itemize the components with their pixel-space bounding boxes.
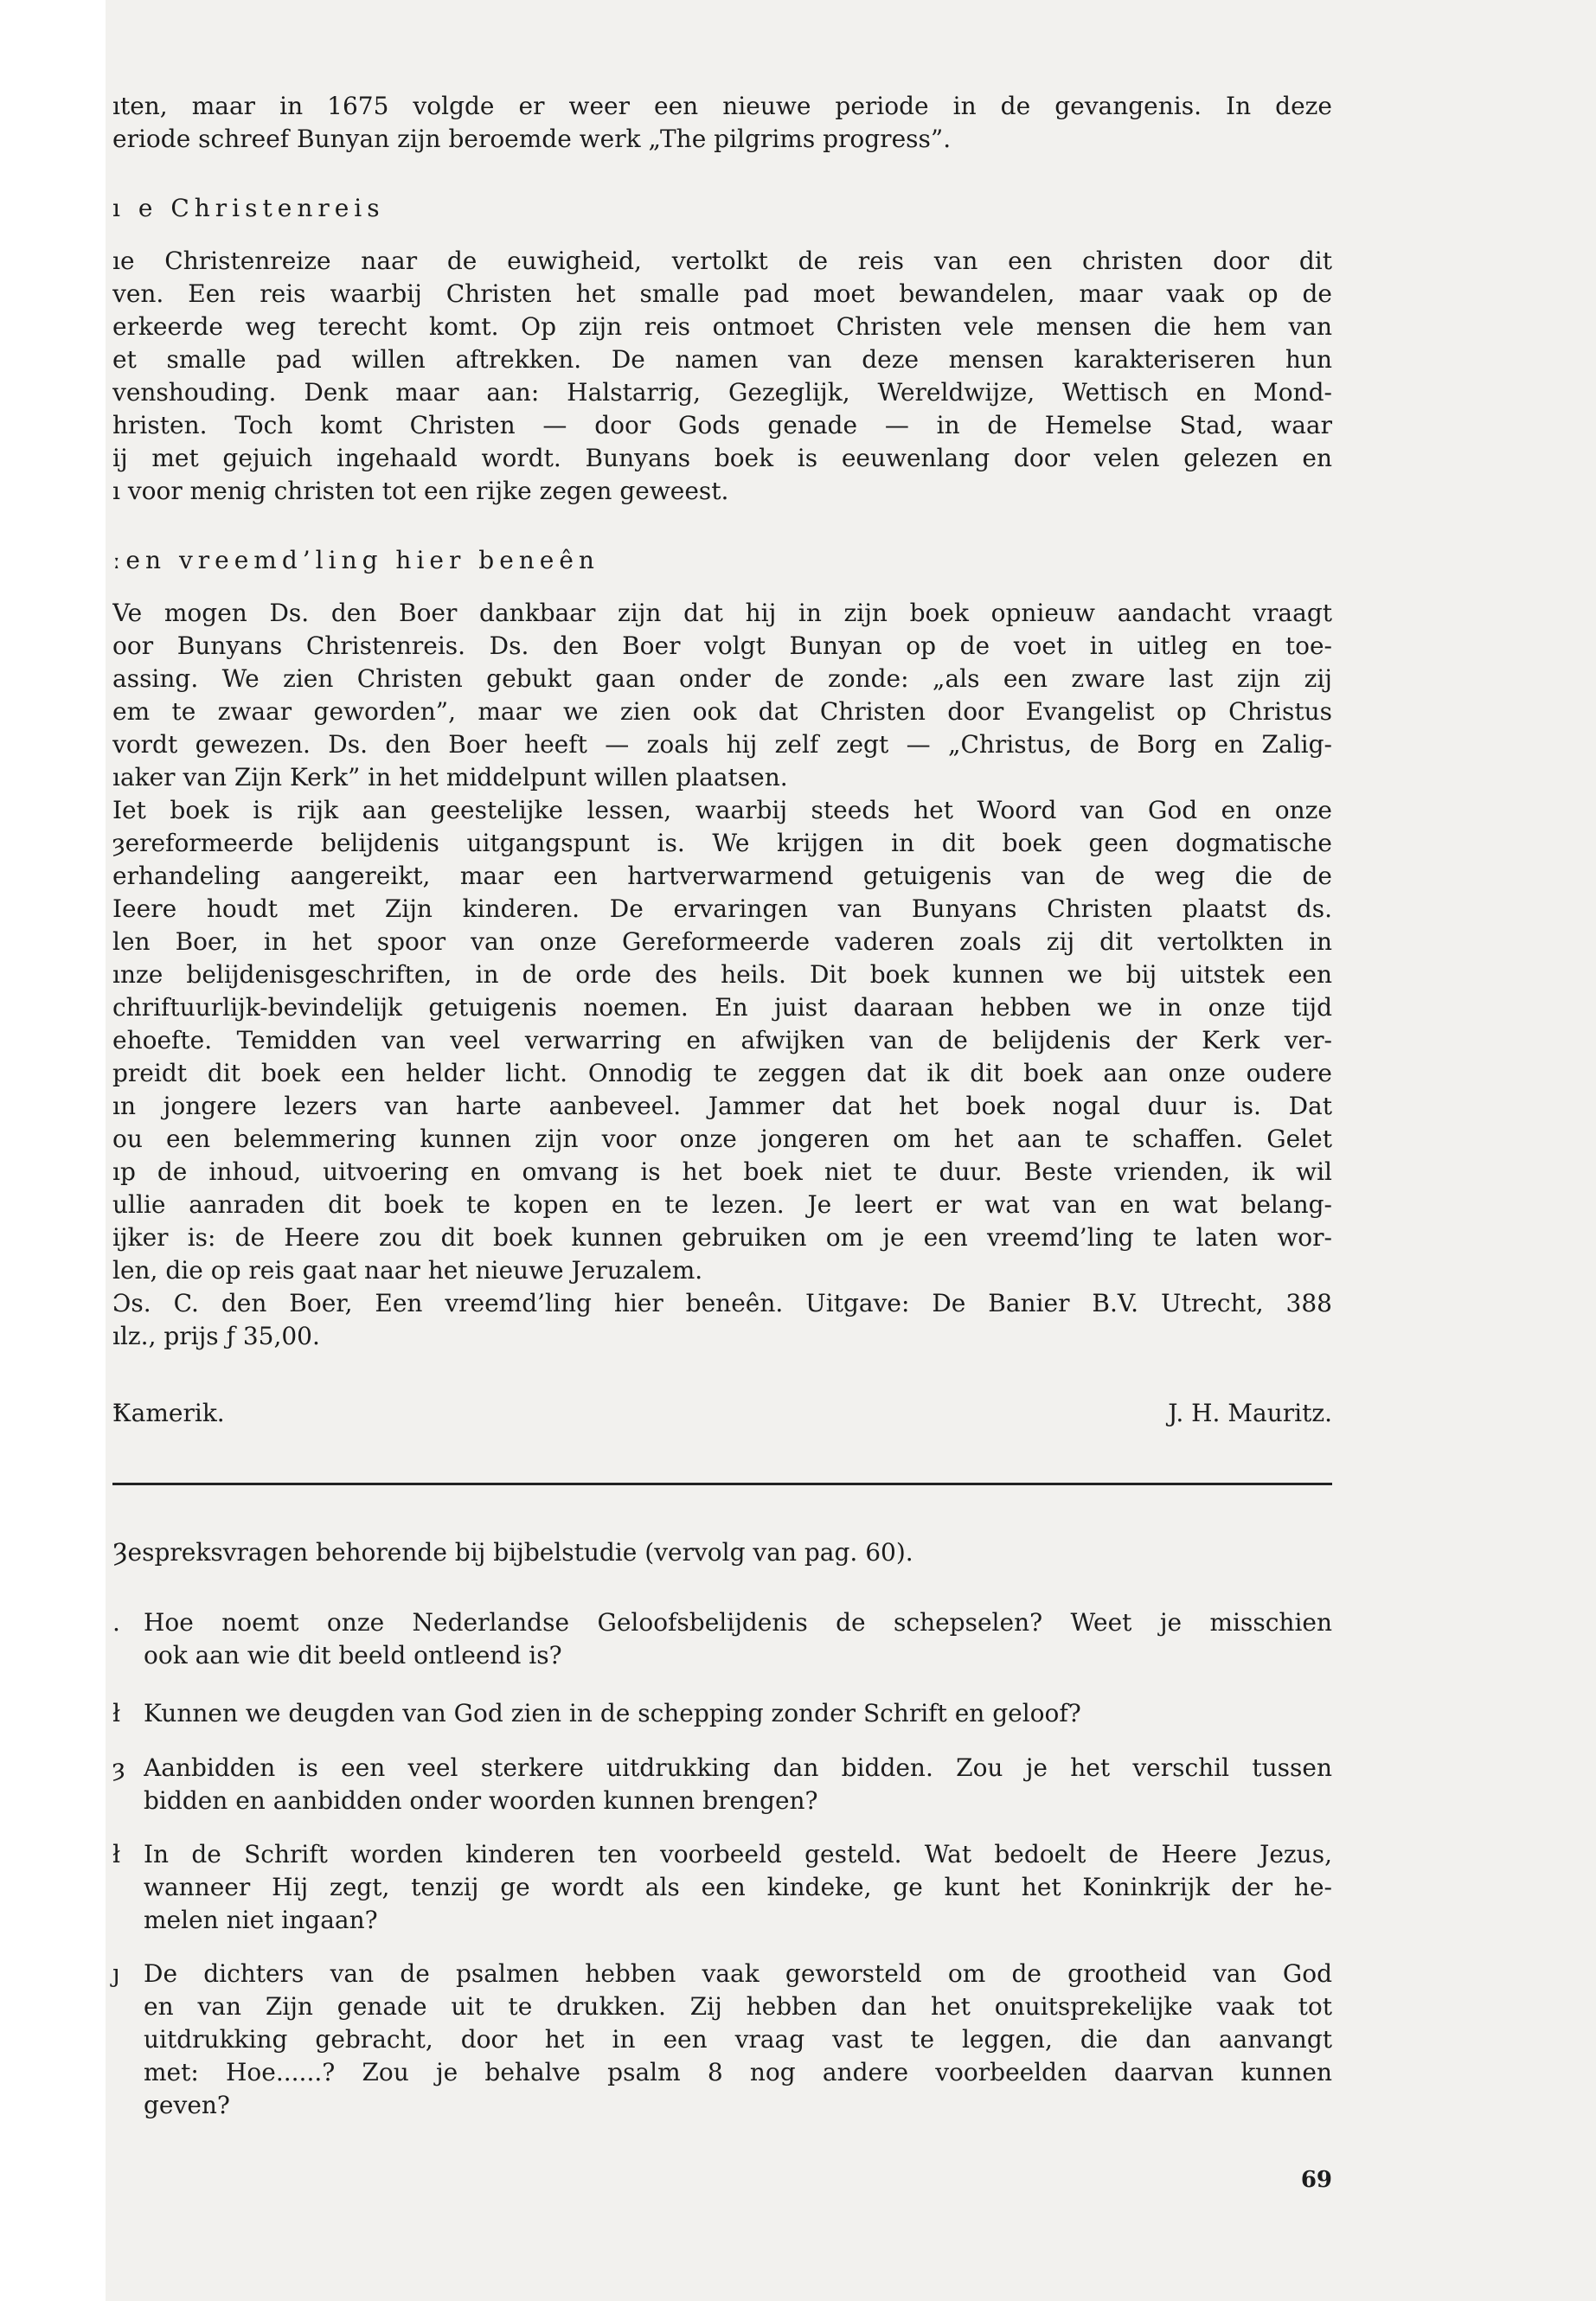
page-number: 69 bbox=[1300, 2167, 1332, 2193]
text-line: ven. Een reis waarbij Christen het smalle pad moet bewandelen, maar vaak op de bbox=[112, 279, 1332, 308]
text-line: preidt dit boek een helder licht. Onnodig te zeggen dat ik dit boek aan onze oudere bbox=[112, 1059, 1332, 1087]
text-line: erkeerde weg terecht komt. Op zijn reis ontmoet Christen vele mensen die hem van bbox=[112, 312, 1332, 341]
text-line: eriode schreef Bunyan zijn beroemde werk „The pilgrims progress”. bbox=[112, 125, 952, 153]
text-line: bidden en aanbidden onder woorden kunnen brengen? bbox=[144, 1786, 818, 1815]
text-line: ıaker van Zijn Kerk” in het middelpunt willen plaatsen. bbox=[112, 763, 788, 792]
text-line: Ɔs. C. den Boer, Een vreemd’ling hier beneên. Uitgave: De Banier B.V. Utrecht, 388 bbox=[112, 1289, 1332, 1317]
text-line: Ȝespreksvragen behorende bij bijbelstudie (vervolg van pag. 60). bbox=[112, 1538, 913, 1567]
text-line: oor Bunyans Christenreis. Ds. den Boer volgt Bunyan op de voet in uitleg en toe- bbox=[112, 631, 1332, 660]
text-line: ȝereformeerde belijdenis uitgangspunt is. We krijgen in dit boek geen dogmatische bbox=[112, 829, 1332, 857]
question-body bbox=[144, 1958, 1332, 2122]
text-line: ou een belemmering kunnen zijn voor onze jongeren om het aan te schaffen. Gelet bbox=[112, 1125, 1332, 1153]
question-body bbox=[144, 1752, 1332, 1817]
question-number: . bbox=[112, 1608, 120, 1637]
text-line: ook aan wie dit beeld ontleend is? bbox=[144, 1641, 562, 1670]
text-line: ı voor menig christen tot een rijke zegen geweest. bbox=[112, 477, 729, 505]
question-body bbox=[144, 1838, 1332, 1937]
text-line: wanneer Hij zegt, tenzij ge wordt als een kindeke, ge kunt het Koninkrijk der he- bbox=[144, 1873, 1332, 1901]
text-line: ehoefte. Temidden van veel verwarring en afwijken van de belijdenis der Kerk ver- bbox=[112, 1026, 1332, 1054]
question-body bbox=[144, 1606, 1332, 1672]
text-line: uitdrukking gebracht, door het in een vraag vast te leggen, die dan aanvangt bbox=[144, 2025, 1332, 2054]
left-margin-strip bbox=[0, 0, 106, 2301]
signature-place: Ꝁamerik. bbox=[112, 1399, 225, 1427]
text-line: len, die op reis gaat naar het nieuwe Jeruzalem. bbox=[112, 1256, 703, 1285]
text-line: Aanbidden is een veel sterkere uitdrukking dan bidden. Zou je het verschil tussen bbox=[144, 1753, 1332, 1782]
text-line: met: Hoe......? Zou je behalve psalm 8 nog andere voorbeelden daarvan kunnen bbox=[144, 2058, 1332, 2086]
text-line: ij met gejuich ingehaald wordt. Bunyans boek is eeuwenlang door velen gelezen en bbox=[112, 444, 1332, 472]
question-number: ł bbox=[112, 1840, 121, 1868]
question-body bbox=[144, 1697, 1332, 1730]
section-divider bbox=[112, 1483, 1332, 1485]
text-line: De dichters van de psalmen hebben vaak geworsteld om de grootheid van God bbox=[144, 1959, 1332, 1988]
text-line: assing. We zien Christen gebukt gaan onder de zonde: „als een zware last zijn zij bbox=[112, 664, 1332, 693]
text-line: em te zwaar geworden”, maar we zien ook dat Christen door Evangelist op Christus bbox=[112, 697, 1332, 726]
questions-title bbox=[112, 1536, 1332, 1569]
text-line: Kunnen we deugden van God zien in de schepping zonder Schrift en geloof? bbox=[144, 1699, 1081, 1727]
vreemdling-paragraph bbox=[112, 597, 1332, 1353]
text-line: ın jongere lezers van harte aanbeveel. Jammer dat het boek nogal duur is. Dat bbox=[112, 1092, 1332, 1120]
text-line: ijker is: de Heere zou dit boek kunnen gebruiken om je een vreemd’ling te laten wor- bbox=[112, 1223, 1332, 1252]
text-line: Iet boek is rijk aan geestelijke lessen, waarbij steeds het Woord van God en onze bbox=[112, 796, 1332, 824]
question-number: ł bbox=[112, 1699, 121, 1727]
text-line: hristen. Toch komt Christen — door Gods genade — in de Hemelse Stad, waar bbox=[112, 411, 1332, 439]
christenreis-paragraph bbox=[112, 245, 1332, 508]
text-line: Ve mogen Ds. den Boer dankbaar zijn dat hij in zijn boek opnieuw aandacht vraagt bbox=[112, 599, 1332, 627]
text-line: Hoe noemt onze Nederlandse Geloofsbelijdenis de schepselen? Weet je misschien bbox=[144, 1608, 1332, 1637]
text-line: en van Zijn genade uit te drukken. Zij hebben dan het onuitsprekelijke vaak tot bbox=[144, 1992, 1332, 2021]
section-heading-vreemdling: ːen vreemd’ling hier beneên bbox=[112, 546, 599, 574]
text-line: ınze belijdenisgeschriften, in de orde des heils. Dit boek kunnen we bij uitstek een bbox=[112, 960, 1332, 989]
text-line: chriftuurlijk-bevindelijk getuigenis noemen. En juist daaraan hebben we in onze tijd bbox=[112, 993, 1332, 1022]
intro-paragraph bbox=[112, 90, 1332, 156]
text-line: ıe Christenreize naar de euwigheid, vertolkt de reis van een christen door dit bbox=[112, 247, 1332, 275]
question-number: ȝ bbox=[112, 1753, 125, 1782]
text-line: venshouding. Denk maar aan: Halstarrig, Gezeglijk, Wereldwijze, Wettisch en Mond- bbox=[112, 378, 1332, 407]
text-line: Ieere houdt met Zijn kinderen. De ervaringen van Bunyans Christen plaatst ds. bbox=[112, 894, 1332, 923]
text-line: ullie aanraden dit boek te kopen en te lezen. Je leert er wat van en wat belang- bbox=[112, 1190, 1332, 1219]
signature-author: J. H. Mauritz. bbox=[1168, 1399, 1332, 1427]
text-line: ıten, maar in 1675 volgde er weer een nieuwe periode in de gevangenis. In deze bbox=[112, 92, 1332, 120]
text-line: geven? bbox=[144, 2091, 230, 2119]
text-line: ıp de inhoud, uitvoering en omvang is het boek niet te duur. Beste vrienden, ik wil bbox=[112, 1157, 1332, 1186]
text-line: ılz., prijs ƒ 35,00. bbox=[112, 1322, 320, 1350]
question-number: ȷ bbox=[112, 1959, 120, 1988]
text-line: et smalle pad willen aftrekken. De namen van deze mensen karakteriseren hun bbox=[112, 345, 1332, 374]
text-line: erhandeling aangereikt, maar een hartverwarmend getuigenis van de weg die de bbox=[112, 862, 1332, 890]
section-heading-christenreis: ı e Christenreis bbox=[112, 194, 385, 222]
text-line: In de Schrift worden kinderen ten voorbeeld gesteld. Wat bedoelt de Heere Jezus, bbox=[144, 1840, 1332, 1868]
text-line: len Boer, in het spoor van onze Gereformeerde vaderen zoals zij dit vertolkten in bbox=[112, 927, 1332, 956]
text-line: vordt gewezen. Ds. den Boer heeft — zoals hij zelf zegt — „Christus, de Borg en Zalig- bbox=[112, 730, 1332, 759]
text-line: melen niet ingaan? bbox=[144, 1906, 378, 1934]
